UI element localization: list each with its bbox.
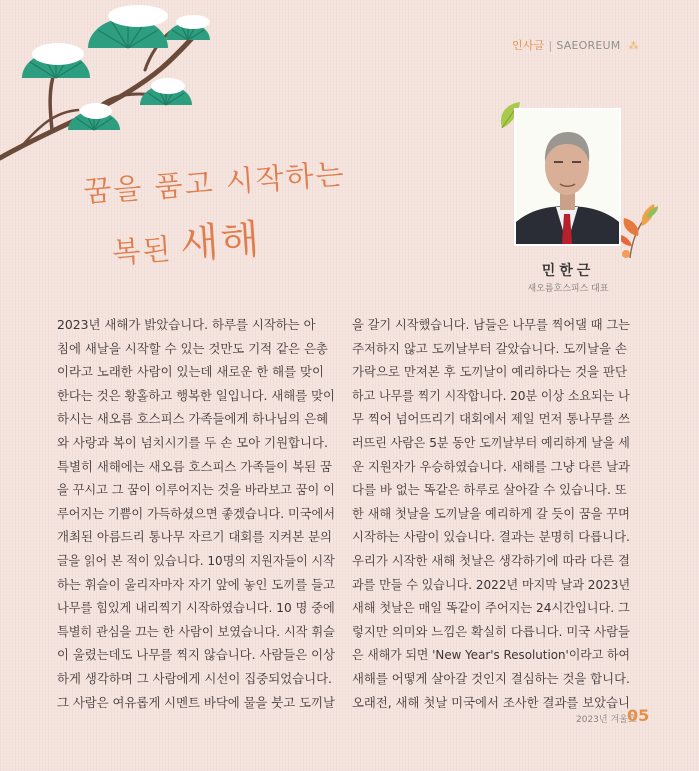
- article-line: 2023년 새해가 밝았습니다. 하루를 시작하는 아: [57, 317, 316, 332]
- article-line: 하시는 새오름 호스피스 가족들에게 하나님의 은혜: [57, 411, 329, 427]
- article-line: 와 사랑과 복이 넘치시기를 두 손 모아 기원합니다.: [57, 434, 328, 450]
- article-line: 루어지는 기쁨이 가득하셨으면 좋겠습니다. 미국에서: [57, 505, 336, 521]
- article-line: 러뜨린 사람은 5분 동안 도끼날부터 예리하게 날을 세: [352, 434, 630, 450]
- article-line: 하게 생각하며 그 사람에게 시선이 집중되었습니다.: [57, 670, 332, 686]
- article-line: 하고 나무를 찍기 시작합니다. 20분 이상 소요되는 나: [352, 387, 630, 403]
- article-line: 개최된 아름드리 통나무 자르기 대회를 지켜본 분의: [57, 529, 332, 545]
- article-line: 한다는 것은 황홀하고 행복한 일입니다. 새해를 맞이: [57, 387, 335, 403]
- page-number: 05: [627, 706, 650, 725]
- article-line: 새해 첫날은 매일 똑같이 주어지는 24시간입니다. 그: [352, 600, 630, 616]
- article-line: 무 찍어 넘어뜨리기 대회에서 제일 먼저 통나무를 쓰: [352, 411, 630, 427]
- article-line: 한 새해 첫날을 도끼날을 예리하게 갈 듯이 꿈을 꾸며: [352, 505, 630, 521]
- portrait-illustration: [516, 110, 619, 244]
- article-column-left: [57, 313, 335, 714]
- article-line: 새해를 어떻게 살아갈 것인지 결심하는 것을 합니다.: [352, 670, 630, 686]
- article-line: 은 새해가 되면 'New Year's Resolution'이라고 하여: [352, 647, 630, 663]
- article-line: 가락으로 만져본 후 도끼날이 예리하다는 것을 판단: [352, 364, 627, 380]
- author-portrait: [514, 108, 621, 246]
- header-ornament: ⁂: [628, 41, 639, 52]
- title-line-2-prefix: 복된: [111, 231, 174, 270]
- article-line: 그 사람은 여유롭게 시멘트 바닥에 물을 붓고 도끼날: [57, 694, 335, 710]
- pine-branch-illustration: [0, 0, 230, 180]
- article-line: 주저하지 않고 도끼날부터 갈았습니다. 도끼날을 손: [352, 340, 627, 356]
- article-line: 이 울렸는데도 나무를 찍지 않습니다. 사람들은 이상: [57, 647, 335, 663]
- article-line: 오래전, 새해 첫날 미국에서 조사한 결과를 보았습니: [352, 694, 630, 710]
- article-line: 침에 새날을 시작할 수 있는 것만도 기적 같은 은총: [57, 340, 328, 356]
- article-line: 을 갈기 시작했습니다. 남들은 나무를 찍어댈 때 그는: [352, 317, 630, 332]
- title-line-1: 꿈을 품고 시작하는: [82, 156, 347, 209]
- issue-label: 2023년 겨울호: [576, 715, 637, 725]
- magazine-name: SAEOREUM: [556, 39, 621, 52]
- article-line: 나무를 힘있게 내리찍기 시작하였습니다. 10 명 중에: [57, 600, 335, 616]
- article-column-right: [352, 313, 630, 714]
- title-line-2: [110, 208, 263, 275]
- article-line: 글을 읽어 본 적이 있습니다. 10명의 지원자들이 시작: [57, 552, 335, 568]
- author-role: 새오름호스피스 대표: [527, 284, 609, 294]
- divider: |: [548, 39, 553, 52]
- article-line: 특별히 관심을 끄는 한 사람이 보였습니다. 시작 휘슬: [57, 623, 335, 639]
- article-line: 이라고 노래한 사람이 있는데 새로운 한 해를 맞이: [57, 364, 324, 380]
- article-line: 특별히 새해에는 새오름 호스피스 가족들이 복된 꿈: [57, 458, 332, 474]
- article-line: 렇지만 의미와 느낌은 확실히 다릅니다. 미국 사람들: [352, 623, 630, 639]
- article-line: 을 꾸시고 그 꿈이 이루어지는 것을 바라보고 꿈이 이: [57, 482, 335, 498]
- section-header: [512, 37, 639, 53]
- author-name: 민한근: [541, 263, 595, 279]
- article-line: 다를 바 없는 똑같은 하루로 살아갈 수 있습니다. 또: [352, 482, 627, 498]
- article-line: 시작하는 사람이 있습니다. 결과는 분명히 다릅니다.: [352, 529, 630, 545]
- title-line-2-emphasis: 새해: [178, 216, 263, 269]
- article-line: 하는 휘슬이 울리자마자 자기 앞에 놓인 도끼를 들고: [57, 576, 335, 592]
- section-label: 인사글: [512, 39, 545, 52]
- article-line: 우리가 시작한 새해 첫날은 생각하기에 따라 다른 결: [352, 552, 630, 568]
- article-line: 운 지원자가 우승하였습니다. 새해를 그냥 다른 날과: [352, 458, 630, 474]
- article-line: 과를 만들 수 있습니다. 2022년 마지막 날과 2023년: [352, 576, 631, 592]
